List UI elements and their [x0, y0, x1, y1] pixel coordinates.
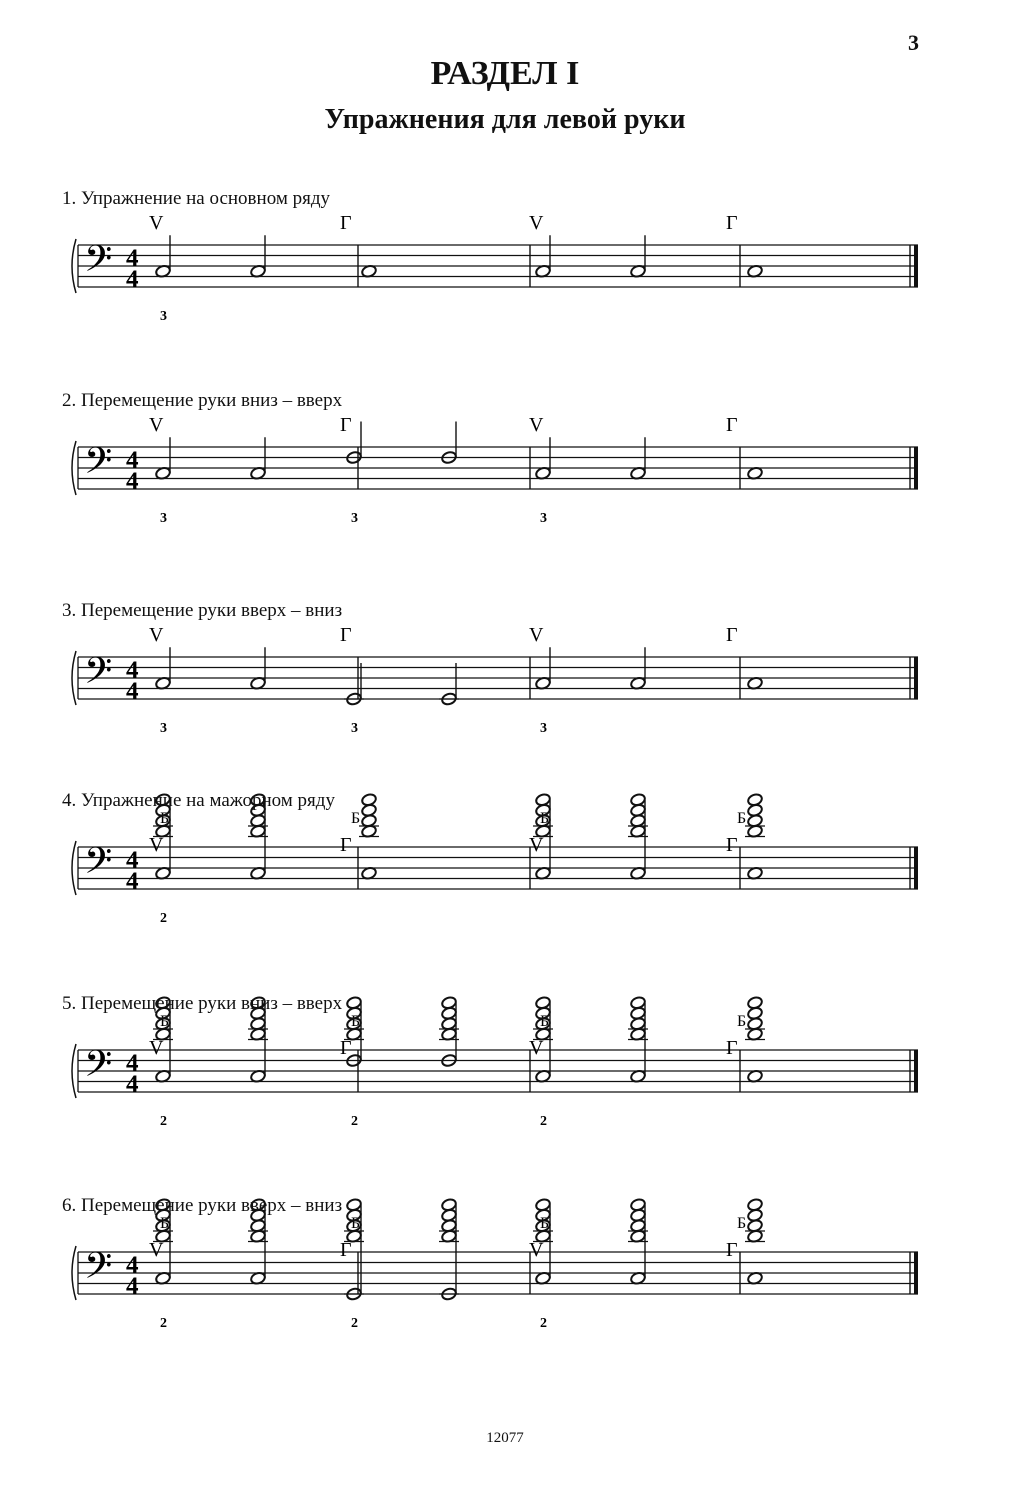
- exercise-title: 1. Упражнение на основном ряду: [62, 188, 331, 209]
- bass-clef: 𝄢: [84, 1246, 113, 1295]
- bellows-sign: Г: [726, 414, 738, 436]
- time-signature-bottom: 4: [126, 1071, 139, 1098]
- bellows-sign: V: [149, 1239, 164, 1261]
- chord-label: Б: [160, 1215, 170, 1232]
- chord-notehead: [361, 793, 378, 807]
- bellows-sign: V: [149, 1037, 164, 1059]
- chord-label: Б: [737, 1215, 747, 1232]
- chord-notehead: [441, 996, 458, 1010]
- bellows-sign: Г: [340, 212, 352, 234]
- bellows-sign: V: [529, 414, 544, 436]
- exercise-title: 3. Перемещение руки вверх – вниз: [62, 600, 343, 621]
- bellows-sign: V: [529, 212, 544, 234]
- time-signature-top: 4: [126, 1050, 139, 1077]
- chord-label: Б: [737, 810, 747, 827]
- time-signature-bottom: 4: [126, 678, 139, 705]
- bellows-sign: Г: [726, 212, 738, 234]
- chord-label: Б: [351, 1013, 361, 1030]
- final-bar-thick: [914, 447, 918, 489]
- fingering: 3: [351, 721, 358, 736]
- chord-notehead: [250, 1198, 267, 1212]
- chord-notehead: [747, 793, 764, 807]
- fingering: 2: [160, 911, 167, 926]
- bellows-sign: Г: [340, 1037, 352, 1059]
- bellows-sign: V: [149, 624, 164, 646]
- brace: [72, 441, 76, 495]
- music-staff: [0, 790, 1010, 970]
- chord-notehead: [535, 793, 552, 807]
- fingering: 2: [160, 1316, 167, 1331]
- fingering: 2: [351, 1316, 358, 1331]
- music-staff: [0, 600, 1010, 780]
- chord-label: Б: [540, 1013, 550, 1030]
- music-staff: [0, 993, 1010, 1173]
- chord-label: Б: [351, 810, 361, 827]
- chord-notehead: [630, 1198, 647, 1212]
- bellows-sign: Г: [726, 1239, 738, 1261]
- time-signature-top: 4: [126, 657, 139, 684]
- chord-notehead: [535, 996, 552, 1010]
- time-signature-top: 4: [126, 847, 139, 874]
- final-bar-thick: [914, 657, 918, 699]
- time-signature-top: 4: [126, 1252, 139, 1279]
- chord-notehead: [747, 1198, 764, 1212]
- footer-code: 12077: [486, 1430, 524, 1446]
- bellows-sign: Г: [726, 834, 738, 856]
- exercise-title: 2. Перемещение руки вниз – вверх: [62, 390, 343, 411]
- chord-notehead: [535, 1198, 552, 1212]
- bass-clef: 𝄢: [84, 1044, 113, 1093]
- bellows-sign: Г: [340, 624, 352, 646]
- fingering: 3: [351, 511, 358, 526]
- exercise-title: 5. Перемещение руки вниз – вверх: [62, 993, 343, 1014]
- brace: [72, 651, 76, 705]
- bass-clef: 𝄢: [84, 651, 113, 700]
- music-staff: [0, 1195, 1010, 1375]
- music-staff: [0, 188, 1010, 368]
- bellows-sign: V: [529, 1037, 544, 1059]
- bass-clef: 𝄢: [84, 239, 113, 288]
- fingering: 2: [160, 1114, 167, 1129]
- bass-clef: 𝄢: [84, 441, 113, 490]
- fingering: 3: [160, 721, 167, 736]
- bass-clef: 𝄢: [84, 841, 113, 890]
- time-signature-top: 4: [126, 245, 139, 272]
- fingering: 3: [540, 511, 547, 526]
- chord-label: Б: [351, 1215, 361, 1232]
- bellows-sign: V: [149, 212, 164, 234]
- chord-notehead: [155, 793, 172, 807]
- chord-notehead: [346, 996, 363, 1010]
- final-bar-thick: [914, 245, 918, 287]
- bellows-sign: V: [149, 414, 164, 436]
- final-bar-thick: [914, 1252, 918, 1294]
- brace: [72, 239, 76, 293]
- bellows-sign: Г: [726, 1037, 738, 1059]
- chord-notehead: [630, 793, 647, 807]
- chord-notehead: [346, 1198, 363, 1212]
- exercise-4: [0, 790, 1010, 970]
- brace: [72, 841, 76, 895]
- time-signature-bottom: 4: [126, 1273, 139, 1300]
- time-signature-bottom: 4: [126, 468, 139, 495]
- bellows-sign: V: [529, 1239, 544, 1261]
- chord-notehead: [747, 996, 764, 1010]
- exercise-5: [0, 993, 1010, 1173]
- bellows-sign: V: [529, 624, 544, 646]
- bellows-sign: V: [529, 834, 544, 856]
- exercise-1: [0, 188, 1010, 368]
- time-signature-bottom: 4: [126, 266, 139, 293]
- section-subtitle: Упражнения для левой руки: [324, 104, 686, 135]
- chord-notehead: [155, 996, 172, 1010]
- brace: [72, 1044, 76, 1098]
- chord-notehead: [250, 793, 267, 807]
- fingering: 2: [540, 1114, 547, 1129]
- final-bar-thick: [914, 847, 918, 889]
- chord-label: Б: [540, 1215, 550, 1232]
- fingering: 3: [160, 511, 167, 526]
- fingering: 2: [540, 1316, 547, 1331]
- chord-notehead: [441, 1198, 458, 1212]
- chord-label: Б: [160, 810, 170, 827]
- exercise-2: [0, 390, 1010, 570]
- music-staff: [0, 390, 1010, 570]
- time-signature-bottom: 4: [126, 868, 139, 895]
- exercise-title: 4. Упражнение на мажорном ряду: [62, 790, 335, 811]
- chord-label: Б: [737, 1013, 747, 1030]
- time-signature-top: 4: [126, 447, 139, 474]
- chord-notehead: [630, 996, 647, 1010]
- chord-notehead: [155, 1198, 172, 1212]
- final-bar-thick: [914, 1050, 918, 1092]
- chord-label: Б: [160, 1013, 170, 1030]
- bellows-sign: Г: [726, 624, 738, 646]
- chord-label: Б: [540, 810, 550, 827]
- fingering: 3: [160, 309, 167, 324]
- bellows-sign: Г: [340, 834, 352, 856]
- exercise-6: [0, 1195, 1010, 1375]
- chord-notehead: [250, 996, 267, 1010]
- section-title: РАЗДЕЛ I: [430, 55, 580, 92]
- exercise-3: [0, 600, 1010, 780]
- bellows-sign: Г: [340, 414, 352, 436]
- brace: [72, 1246, 76, 1300]
- fingering: 3: [540, 721, 547, 736]
- exercise-title: 6. Перемещение руки вверх – вниз: [62, 1195, 343, 1216]
- bellows-sign: Г: [340, 1239, 352, 1261]
- fingering: 2: [351, 1114, 358, 1129]
- page-number: 3: [908, 30, 919, 55]
- bellows-sign: V: [149, 834, 164, 856]
